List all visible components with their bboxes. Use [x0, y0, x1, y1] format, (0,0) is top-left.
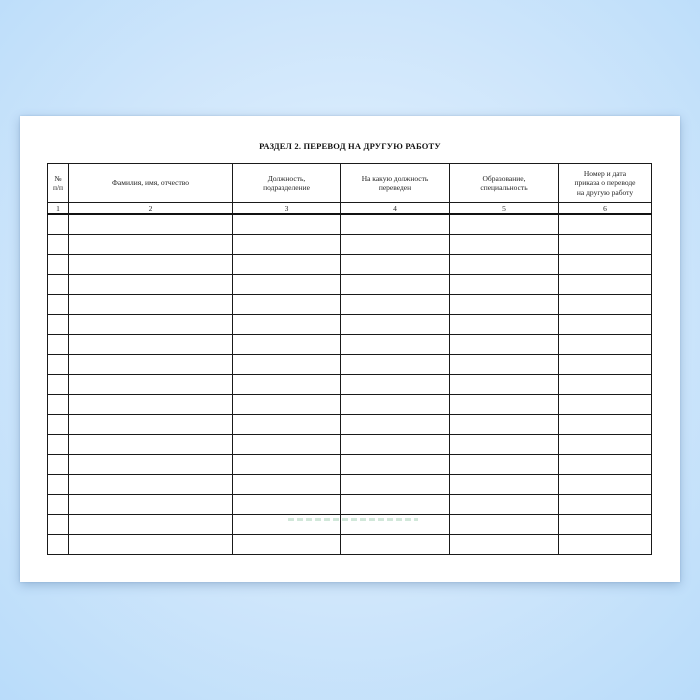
- table-cell: [48, 435, 69, 455]
- table-cell: [450, 435, 559, 455]
- table-cell: [48, 315, 69, 335]
- table-cell: [341, 335, 450, 355]
- table-cell: [559, 315, 652, 335]
- table-cell: [69, 515, 233, 535]
- table-cell: [559, 515, 652, 535]
- table-cell: [48, 295, 69, 315]
- table-row: [48, 495, 652, 515]
- header-line: На какую должность: [361, 173, 429, 183]
- table-cell: [48, 375, 69, 395]
- table-row: [48, 475, 652, 495]
- table-cell: [559, 495, 652, 515]
- table-cell: [48, 475, 69, 495]
- header-line: на другую работу: [576, 187, 634, 197]
- table-row: [48, 335, 652, 355]
- table-row: [48, 355, 652, 375]
- table-cell: [69, 455, 233, 475]
- table-cell: [341, 295, 450, 315]
- table-body: [48, 214, 652, 555]
- section-title: РАЗДЕЛ 2. ПЕРЕВОД НА ДРУГУЮ РАБОТУ: [259, 141, 441, 151]
- column-number: 5: [450, 203, 559, 215]
- header-line: переведен: [378, 183, 412, 192]
- table-cell: [48, 515, 69, 535]
- table-cell: [450, 275, 559, 295]
- table-cell: [69, 315, 233, 335]
- table-cell: [48, 275, 69, 295]
- table-cell: [233, 495, 341, 515]
- table-cell: [450, 535, 559, 555]
- table-cell: [341, 395, 450, 415]
- table-cell: [48, 395, 69, 415]
- table-cell: [48, 214, 69, 235]
- table-cell: [559, 255, 652, 275]
- column-header-number: [48, 164, 69, 203]
- table-cell: [450, 415, 559, 435]
- column-number: 6: [559, 203, 652, 215]
- table-cell: [450, 495, 559, 515]
- table-cell: [450, 335, 559, 355]
- table-row: [48, 235, 652, 255]
- table-row: [48, 535, 652, 555]
- table-cell: [450, 255, 559, 275]
- column-header-new-position: [341, 164, 450, 203]
- table-cell: [48, 235, 69, 255]
- table-cell: [233, 475, 341, 495]
- table-cell: [69, 395, 233, 415]
- table-cell: [341, 415, 450, 435]
- table-cell: [559, 214, 652, 235]
- table-cell: [233, 335, 341, 355]
- table-cell: [233, 415, 341, 435]
- column-number: 3: [233, 203, 341, 215]
- table-cell: [69, 375, 233, 395]
- header-row: [48, 164, 652, 203]
- table-cell: [69, 235, 233, 255]
- table-cell: [69, 295, 233, 315]
- table-cell: [341, 475, 450, 495]
- table-cell: [233, 455, 341, 475]
- table-cell: [48, 355, 69, 375]
- table-cell: [559, 235, 652, 255]
- table-cell: [48, 455, 69, 475]
- table-cell: [233, 435, 341, 455]
- header-line: Образование,: [482, 173, 526, 183]
- table-cell: [69, 495, 233, 515]
- table-cell: [559, 475, 652, 495]
- table-row: [48, 395, 652, 415]
- table-cell: [559, 395, 652, 415]
- table-cell: [450, 375, 559, 395]
- table-cell: [69, 275, 233, 295]
- table-cell: [341, 275, 450, 295]
- table-cell: [341, 535, 450, 555]
- header-line: п/п: [52, 183, 64, 192]
- table-cell: [559, 335, 652, 355]
- table-cell: [69, 255, 233, 275]
- table-cell: [559, 415, 652, 435]
- table-cell: [450, 515, 559, 535]
- table-row: [48, 455, 652, 475]
- table-cell: [341, 214, 450, 235]
- table-row: [48, 214, 652, 235]
- table-cell: [48, 335, 69, 355]
- table-cell: [559, 535, 652, 555]
- table-cell: [559, 275, 652, 295]
- table-cell: [341, 355, 450, 375]
- table-cell: [559, 455, 652, 475]
- table-cell: [233, 235, 341, 255]
- column-header-position: [233, 164, 341, 203]
- table-cell: [450, 395, 559, 415]
- table-cell: [69, 535, 233, 555]
- faint-watermark: [288, 518, 418, 521]
- table-row: [48, 435, 652, 455]
- table-cell: [341, 375, 450, 395]
- table-cell: [450, 475, 559, 495]
- table-cell: [48, 415, 69, 435]
- table-row: [48, 415, 652, 435]
- table-cell: [233, 355, 341, 375]
- table-cell: [69, 435, 233, 455]
- table-cell: [233, 295, 341, 315]
- table-cell: [559, 375, 652, 395]
- table-row: [48, 295, 652, 315]
- table-cell: [341, 255, 450, 275]
- header-line: Должность,: [267, 173, 306, 183]
- table-cell: [559, 295, 652, 315]
- table-cell: [450, 235, 559, 255]
- column-header-order: [559, 164, 652, 203]
- journal-sheet: [20, 116, 680, 582]
- table-cell: [559, 435, 652, 455]
- column-number: 2: [69, 203, 233, 215]
- table-cell: [450, 214, 559, 235]
- table-cell: [450, 295, 559, 315]
- table-row: [48, 315, 652, 335]
- table-row: [48, 275, 652, 295]
- column-number-row: [48, 203, 652, 215]
- header-line: Номер и дата: [583, 168, 627, 178]
- table-cell: [341, 495, 450, 515]
- column-number: 1: [48, 203, 69, 215]
- table-cell: [69, 335, 233, 355]
- table-cell: [559, 355, 652, 375]
- table-cell: [233, 315, 341, 335]
- table-cell: [233, 535, 341, 555]
- table-cell: [341, 455, 450, 475]
- table-cell: [450, 355, 559, 375]
- table-cell: [233, 214, 341, 235]
- table-cell: [69, 415, 233, 435]
- table-cell: [233, 375, 341, 395]
- table-cell: [233, 255, 341, 275]
- table-cell: [450, 315, 559, 335]
- table-cell: [48, 495, 69, 515]
- header-line: приказа о переводе: [574, 178, 636, 188]
- table-cell: [48, 255, 69, 275]
- table-cell: [341, 315, 450, 335]
- table-cell: [341, 235, 450, 255]
- column-header-education: [450, 164, 559, 203]
- table-row: [48, 375, 652, 395]
- table-cell: [341, 435, 450, 455]
- table-cell: [450, 455, 559, 475]
- column-header-full-name: [69, 164, 233, 203]
- table-cell: [69, 475, 233, 495]
- header-line: №: [54, 173, 62, 183]
- table-cell: [233, 395, 341, 415]
- table-row: [48, 255, 652, 275]
- table-cell: [48, 535, 69, 555]
- table-cell: [69, 355, 233, 375]
- transfer-table: [47, 163, 652, 555]
- header-line: Фамилия, имя, отчество: [112, 178, 189, 188]
- header-line: специальность: [480, 183, 528, 192]
- column-number: 4: [341, 203, 450, 215]
- table-cell: [69, 214, 233, 235]
- header-line: подразделение: [263, 183, 310, 192]
- table-cell: [233, 275, 341, 295]
